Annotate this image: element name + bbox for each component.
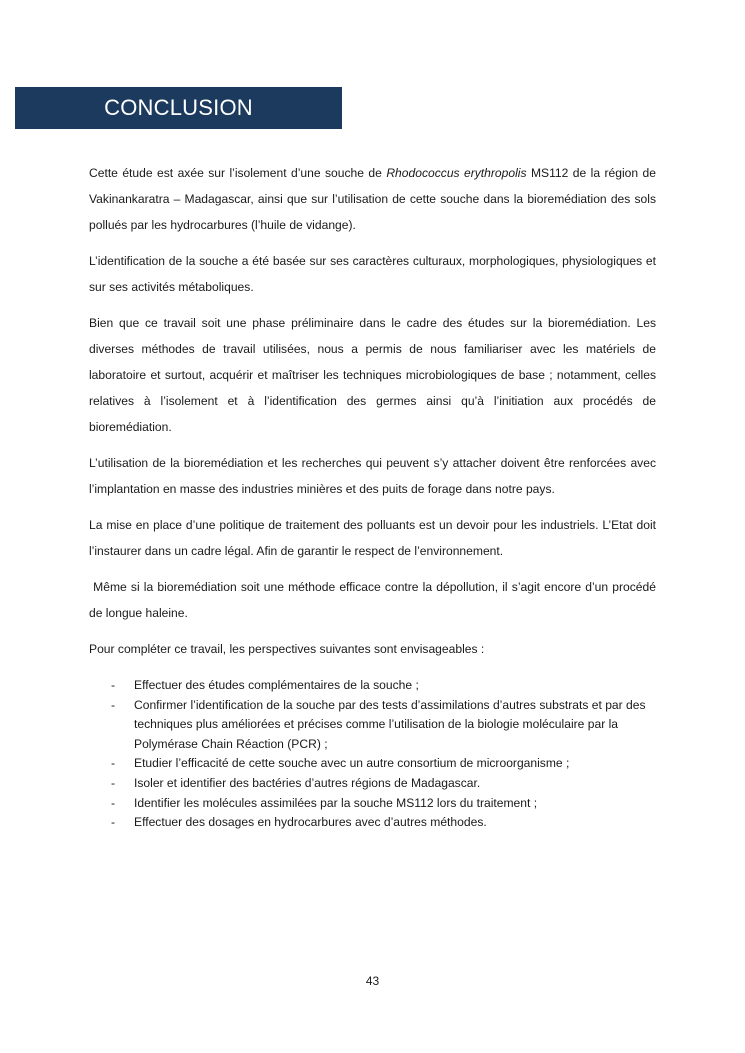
perspectives-list: [89, 676, 656, 833]
list-item: [89, 813, 656, 833]
bullet-dash: -: [111, 756, 116, 771]
paragraph-identification: L’identification de la souche a été basée sur ses caractères culturaux, morphologiques, physiologiques et sur ses activités métaboliques.: [89, 254, 656, 294]
list-item: [89, 676, 656, 696]
paragraph-policy: La mise en place d’une politique de traitement des polluants est un devoir pour les industriels. L’Etat doit l’instaurer dans un cadre légal. Afin de garantir le respect de l’environnement.: [89, 518, 656, 558]
list-item: [89, 774, 656, 794]
section-heading: CONCLUSION: [104, 95, 253, 120]
bullet-dash: -: [111, 775, 116, 790]
list-item-text: Identifier les molécules assimilées par la souche MS112 lors du traitement ;: [134, 795, 538, 810]
paragraph-methods: Bien que ce travail soit une phase préliminaire dans le cadre des études sur la bioremédiation. Les diverses méthodes de travail utilisées, nous a permis de nous familiariser avec les matériels de laboratoire et surtout, acquérir et maîtriser les techniques microbiologiques de base ; notamment, celles relatives à l’isolement et à l’identification des germes ainsi qu’à l’initiation aux procédés de bioremédiation.: [89, 316, 656, 434]
list-item-text: Confirmer l’identification de la souche par des tests d’assimilations d’autres substrats et par des techniques plus améliorées et précises comme l’utilisation de la biologie moléculaire par la Polymérase Chain Réaction (PCR) ;: [134, 697, 646, 751]
list-item-text: Isoler et identifier des bactéries d’autres régions de Madagascar.: [134, 775, 481, 790]
document-body: [89, 160, 660, 833]
paragraph-bioremediation-use: L’utilisation de la bioremédiation et les recherches qui peuvent s’y attacher doivent être renforcées avec l’implantation en masse des industries minières et des puits de forage dans notre pays.: [89, 456, 656, 496]
bullet-dash: -: [111, 697, 116, 712]
paragraph-intro-text-end: MS112 de la région de Vakinankaratra – Madagascar, ainsi que sur l’utilisation de cette souche dans la bioremédiation des sols pollués par les hydrocarbures (l’huile de vidange).: [89, 166, 656, 232]
paragraph-long-process: Même si la bioremédiation soit une méthode efficace contre la dépollution, il s’agit encore d’un procédé de longue haleine.: [89, 580, 660, 620]
bullet-dash: -: [111, 795, 116, 810]
bullet-dash: -: [111, 678, 116, 692]
species-name: Rhodococcus erythropolis: [386, 166, 527, 180]
paragraph-perspectives-intro: Pour compléter ce travail, les perspectives suivantes sont envisageables :: [89, 642, 485, 656]
list-item-text: Effectuer des dosages en hydrocarbures avec d’autres méthodes.: [134, 815, 487, 830]
list-item-text: Etudier l’efficacité de cette souche avec un autre consortium de microorganisme ;: [134, 756, 570, 771]
section-heading-banner: [15, 87, 342, 129]
paragraph-intro-text-start: Cette étude est axée sur l’isolement d’une souche de: [89, 166, 387, 180]
page-number: 43: [365, 974, 380, 988]
list-item: [89, 794, 656, 814]
list-item-text: Effectuer des études complémentaires de la souche ;: [134, 678, 419, 692]
paragraph-intro: [89, 160, 656, 238]
list-item: [89, 754, 656, 774]
list-item: [89, 696, 656, 755]
bullet-dash: -: [111, 815, 116, 830]
